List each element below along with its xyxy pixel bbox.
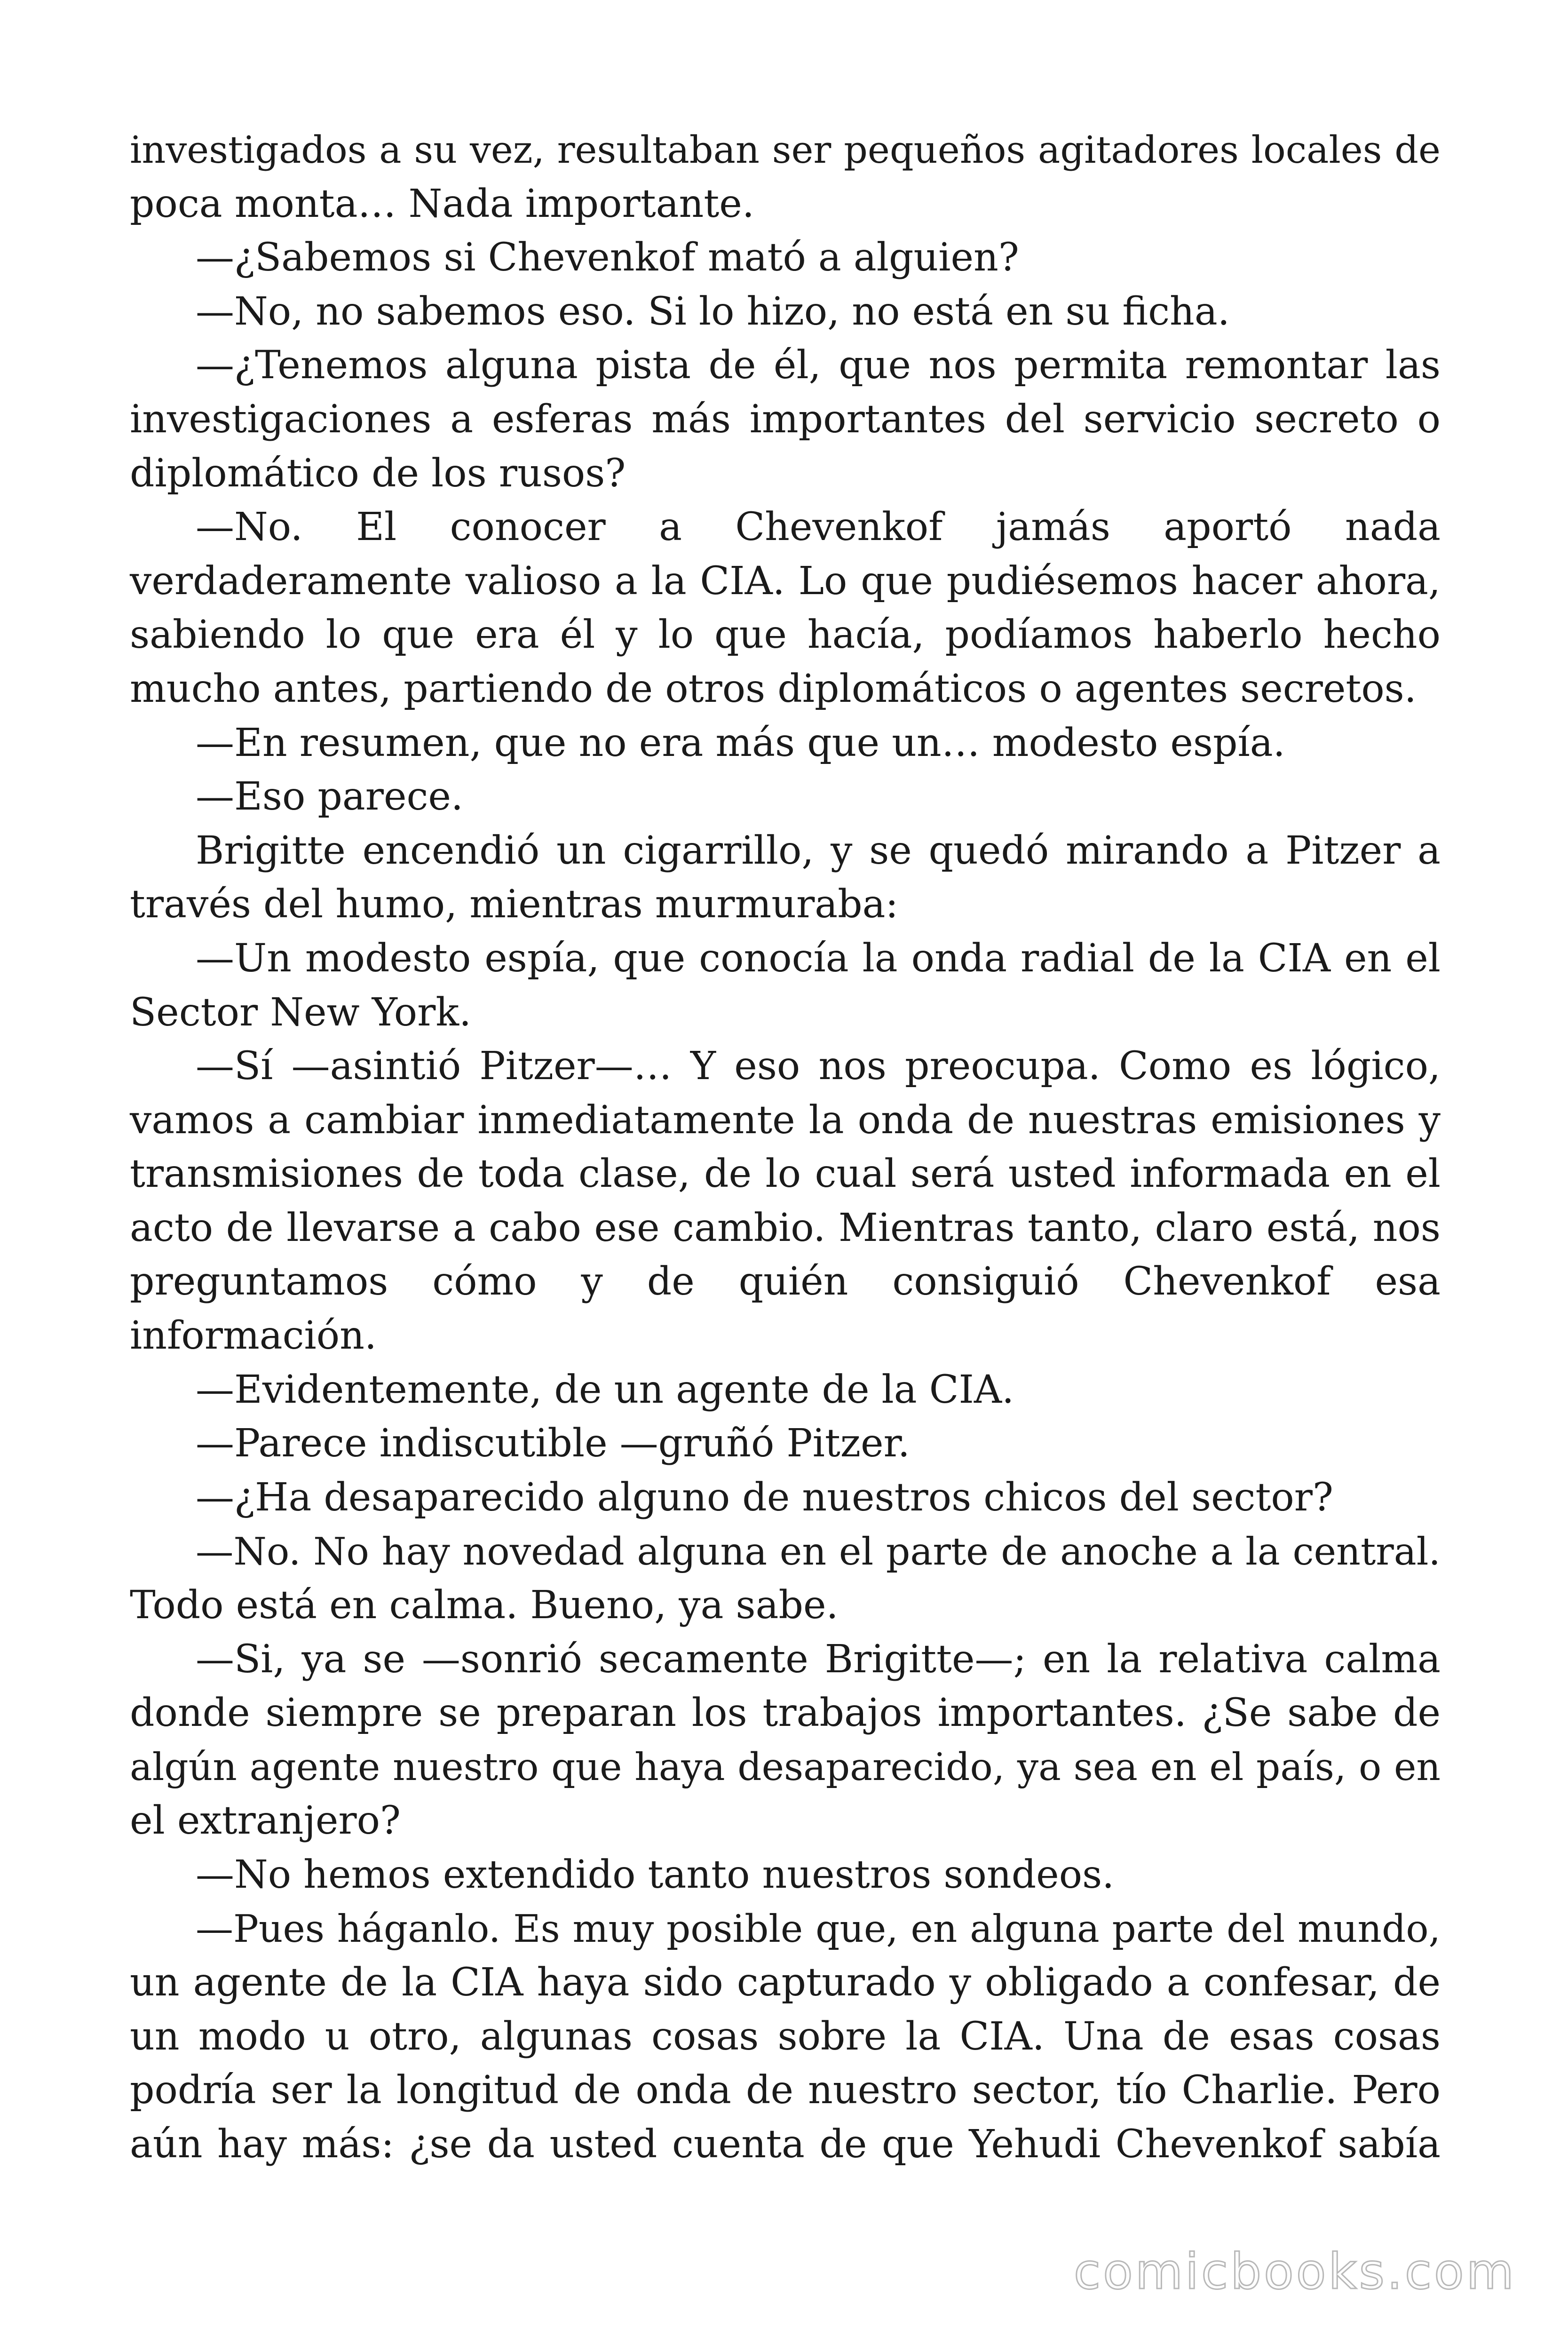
text-line: preguntamos cómo y de quién consiguió Chevenkof esa xyxy=(130,1259,1441,1304)
text-line: —Eso parece. xyxy=(196,774,463,819)
text-line: investigaciones a esferas más importantes del servicio secreto o xyxy=(130,397,1441,442)
text-line: transmisiones de toda clase, de lo cual será usted informada en el xyxy=(130,1152,1441,1197)
text-line: diplomático de los rusos? xyxy=(130,451,626,496)
text-line: través del humo, mientras murmuraba: xyxy=(130,882,899,927)
text-line: —Pues háganlo. Es muy posible que, en alguna parte del mundo, xyxy=(196,1907,1441,1951)
text-line: el extranjero? xyxy=(130,1798,401,1843)
text-line: —No hemos extendido tanto nuestros sondeos. xyxy=(196,1852,1115,1897)
text-line: Sector New York. xyxy=(130,990,472,1035)
text-line: —Parece indiscutible —gruñó Pitzer. xyxy=(196,1421,910,1466)
text-line: investigados a su vez, resultaban ser pequeños agitadores locales de xyxy=(130,128,1441,172)
text-line: Brigitte encendió un cigarrillo, y se quedó mirando a Pitzer a xyxy=(196,828,1441,873)
body-text xyxy=(130,123,1441,2172)
watermark: comicbooks.com xyxy=(1073,2243,1516,2300)
text-line: —Un modesto espía, que conocía la onda radial de la CIA en el xyxy=(196,936,1441,981)
text-line: un agente de la CIA haya sido capturado y obligado a confesar, de xyxy=(130,1960,1441,2005)
text-line: aún hay más: ¿se da usted cuenta de que Yehudi Chevenkof sabía xyxy=(130,2122,1441,2167)
text-line: verdaderamente valioso a la CIA. Lo que pudiésemos hacer ahora, xyxy=(130,558,1441,604)
text-line: —Sí —asintió Pitzer—… Y eso nos preocupa. Como es lógico, xyxy=(196,1044,1441,1089)
text-line: Todo está en calma. Bueno, ya sabe. xyxy=(130,1583,839,1628)
text-line: sabiendo lo que era él y lo que hacía, podíamos haberlo hecho xyxy=(130,612,1441,658)
text-line: —¿Ha desaparecido alguno de nuestros chicos del sector? xyxy=(196,1475,1333,1520)
text-line: información. xyxy=(130,1313,377,1359)
text-line: —¿Sabemos si Chevenkof mató a alguien? xyxy=(196,235,1019,280)
text-line: —No. No hay novedad alguna en el parte de anoche a la central. xyxy=(196,1529,1441,1574)
text-line: —Evidentemente, de un agente de la CIA. xyxy=(196,1367,1014,1412)
text-line: mucho antes, partiendo de otros diplomáticos o agentes secretos. xyxy=(130,666,1417,711)
text-line: —¿Tenemos alguna pista de él, que nos permita remontar las xyxy=(196,343,1441,388)
text-line: —Si, ya se —sonrió secamente Brigitte—; en la relativa calma xyxy=(196,1637,1441,1682)
text-line: donde siempre se preparan los trabajos importantes. ¿Se sabe de xyxy=(130,1691,1441,1736)
text-line: —No, no sabemos eso. Si lo hizo, no está en su ficha. xyxy=(196,289,1230,334)
text-line: acto de llevarse a cabo ese cambio. Mientras tanto, claro está, nos xyxy=(130,1205,1441,1250)
text-line: podría ser la longitud de onda de nuestro sector, tío Charlie. Pero xyxy=(130,2068,1441,2113)
text-line: —No. El conocer a Chevenkof jamás aportó nada xyxy=(196,505,1441,550)
text-line: poca monta… Nada importante. xyxy=(130,181,754,226)
text-line: algún agente nuestro que haya desaparecido, ya sea en el país, o en xyxy=(130,1745,1441,1789)
text-line: vamos a cambiar inmediatamente la onda de nuestras emisiones y xyxy=(130,1097,1441,1143)
text-line: —En resumen, que no era más que un… modesto espía. xyxy=(196,720,1285,765)
text-line: un modo u otro, algunas cosas sobre la CIA. Una de esas cosas xyxy=(130,2014,1441,2059)
